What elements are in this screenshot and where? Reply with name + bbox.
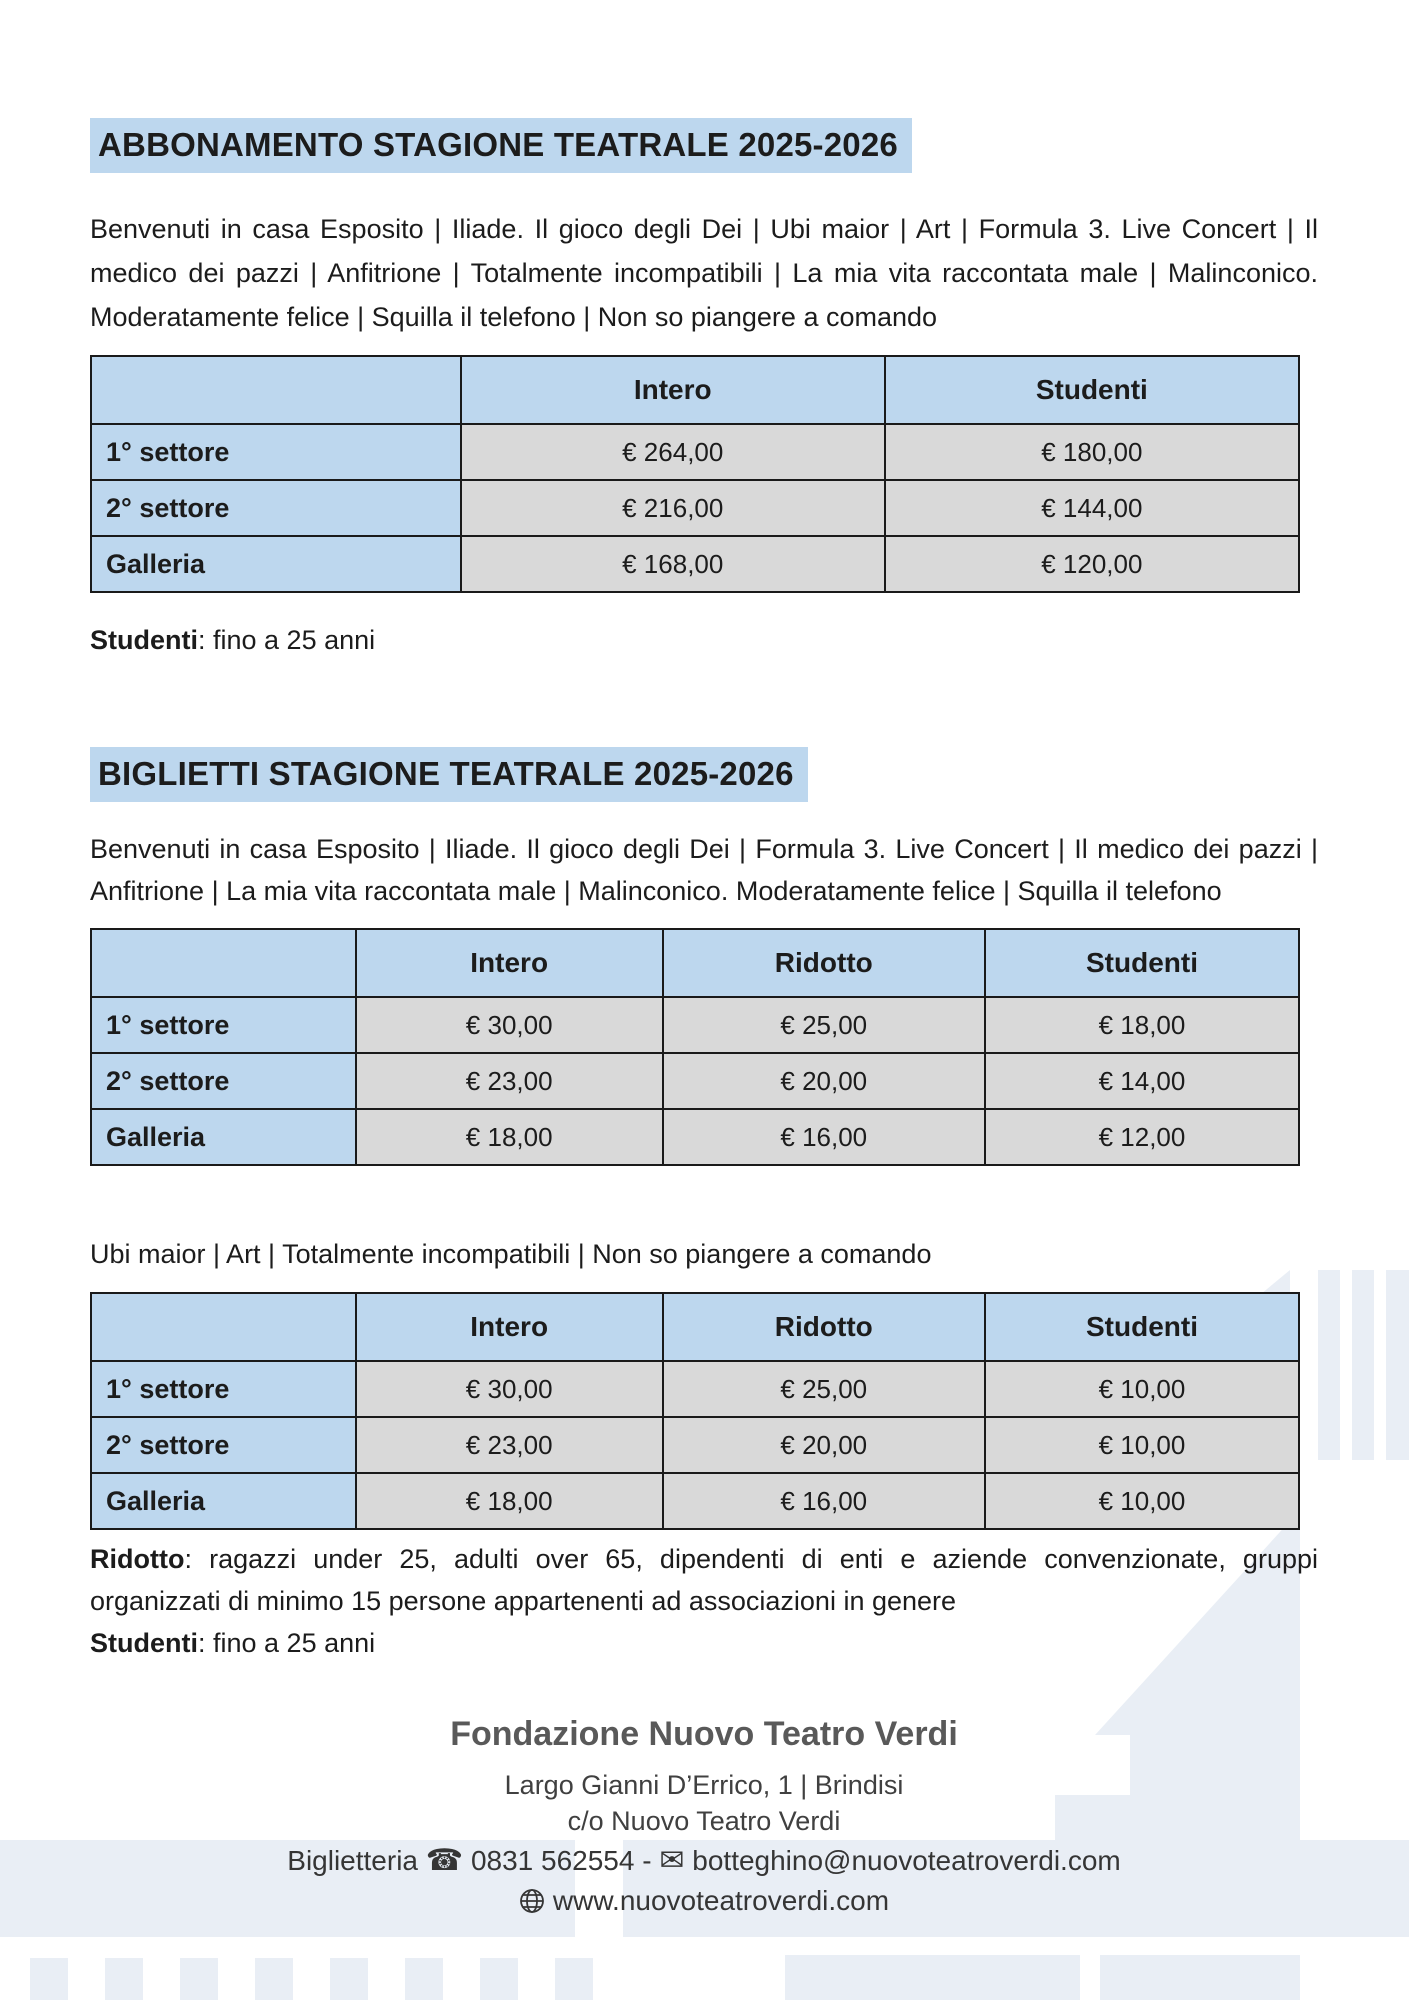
email-address: botteghino@nuovoteatroverdi.com	[692, 1845, 1121, 1876]
table-row	[91, 997, 1299, 1053]
price-cell: € 25,00	[663, 1361, 985, 1417]
row-label: 1° settore	[91, 424, 461, 480]
document-content	[90, 0, 1318, 1925]
watermark-rect	[785, 1955, 1080, 2000]
students-note	[90, 1622, 1318, 1664]
document-footer	[90, 1712, 1318, 1925]
biglietti-notes	[90, 1538, 1318, 1664]
table-row	[91, 1473, 1299, 1529]
section-title-abbonamento-text: ABBONAMENTO STAGIONE TEATRALE 2025-2026	[90, 118, 912, 173]
price-cell: € 216,00	[461, 480, 885, 536]
section-title-abbonamento	[90, 118, 1318, 173]
biglietti-price-table-group2	[90, 1292, 1300, 1530]
watermark-bar	[480, 1958, 518, 2000]
boxoffice-contact-line	[90, 1841, 1318, 1881]
row-label: 1° settore	[91, 1361, 356, 1417]
website-line	[90, 1881, 1318, 1925]
ridotto-note	[90, 1538, 1318, 1622]
abbonamento-price-table	[90, 355, 1300, 593]
column-header-intero: Intero	[356, 1293, 663, 1361]
price-cell: € 144,00	[885, 480, 1299, 536]
price-cell: € 12,00	[985, 1109, 1299, 1165]
column-header-intero: Intero	[461, 356, 885, 424]
column-header-studenti: Studenti	[985, 929, 1299, 997]
price-cell: € 30,00	[356, 1361, 663, 1417]
row-label: 2° settore	[91, 1417, 356, 1473]
table-row	[91, 1417, 1299, 1473]
price-cell: € 180,00	[885, 424, 1299, 480]
biglietti-shows-list-group2: Ubi maior | Art | Totalmente incompatibili | Non so piangere a comando	[90, 1239, 932, 1269]
price-cell: € 264,00	[461, 424, 885, 480]
price-cell: € 23,00	[356, 1053, 663, 1109]
watermark-bar	[30, 1958, 68, 2000]
globe-icon	[519, 1885, 545, 1925]
header-row	[91, 929, 1299, 997]
note-label: Ridotto	[90, 1544, 185, 1574]
watermark-bar	[330, 1958, 368, 2000]
section-title-biglietti-text: BIGLIETTI STAGIONE TEATRALE 2025-2026	[90, 747, 808, 802]
table-row	[91, 424, 1299, 480]
watermark-stripe	[1352, 1270, 1374, 1460]
biglietti-shows-list-group1: Benvenuti in casa Esposito | Iliade. Il gioco degli Dei | Formula 3. Live Concert | Il medico dei pazzi | Anfitrione | La mia vita raccontata male | Malinconico. Moderatamente felice | Squilla il telefono	[90, 834, 1318, 906]
price-cell: € 18,00	[356, 1109, 663, 1165]
organization-name: Fondazione Nuovo Teatro Verdi	[450, 1715, 958, 1753]
price-cell: € 16,00	[663, 1473, 985, 1529]
note-label: Studenti	[90, 1628, 198, 1658]
price-cell: € 10,00	[985, 1361, 1299, 1417]
table-row	[91, 1053, 1299, 1109]
telephone-icon: ☎	[425, 1843, 464, 1878]
column-header-empty	[91, 356, 461, 424]
price-cell: € 18,00	[985, 997, 1299, 1053]
watermark-stripe	[1318, 1270, 1340, 1460]
table-row	[91, 480, 1299, 536]
header-row	[91, 356, 1299, 424]
note-text: : ragazzi under 25, adulti over 65, dipendenti di enti e aziende convenzionate, gruppi organizzati di minimo 15 persone appartenenti ad associazioni in genere	[90, 1544, 1318, 1616]
watermark-bar	[555, 1958, 593, 2000]
watermark-bar	[105, 1958, 143, 2000]
column-header-ridotto: Ridotto	[663, 929, 985, 997]
column-header-studenti: Studenti	[985, 1293, 1299, 1361]
price-cell: € 10,00	[985, 1473, 1299, 1529]
price-cell: € 20,00	[663, 1417, 985, 1473]
table-row	[91, 536, 1299, 592]
price-cell: € 30,00	[356, 997, 663, 1053]
watermark-bar	[255, 1958, 293, 2000]
row-label: Galleria	[91, 1109, 356, 1165]
column-header-ridotto: Ridotto	[663, 1293, 985, 1361]
envelope-icon: ✉	[659, 1843, 685, 1878]
table-row	[91, 1361, 1299, 1417]
column-header-empty	[91, 929, 356, 997]
row-label: 2° settore	[91, 480, 461, 536]
row-label: 2° settore	[91, 1053, 356, 1109]
biglietti-price-table-group1	[90, 928, 1300, 1166]
address-line-1: Largo Gianni D’Errico, 1 | Brindisi	[504, 1770, 904, 1800]
price-cell: € 23,00	[356, 1417, 663, 1473]
table-row	[91, 1109, 1299, 1165]
row-label: 1° settore	[91, 997, 356, 1053]
abbonamento-students-note	[90, 619, 1318, 661]
website-url: www.nuovoteatroverdi.com	[552, 1885, 890, 1916]
note-text: : fino a 25 anni	[198, 625, 376, 655]
section-title-biglietti	[90, 747, 1318, 802]
address-line-2: c/o Nuovo Teatro Verdi	[567, 1806, 841, 1836]
column-header-intero: Intero	[356, 929, 663, 997]
watermark-bar	[405, 1958, 443, 2000]
price-cell: € 25,00	[663, 997, 985, 1053]
boxoffice-label: Biglietteria	[287, 1845, 418, 1876]
price-cell: € 20,00	[663, 1053, 985, 1109]
header-row	[91, 1293, 1299, 1361]
note-label: Studenti	[90, 625, 198, 655]
contact-separator: -	[642, 1845, 652, 1876]
watermark-rect	[1100, 1955, 1300, 2000]
column-header-empty	[91, 1293, 356, 1361]
column-header-studenti: Studenti	[885, 356, 1299, 424]
phone-number: 0831 562554	[470, 1845, 635, 1876]
abbonamento-shows-list: Benvenuti in casa Esposito | Iliade. Il gioco degli Dei | Ubi maior | Art | Formula 3. Live Concert | Il medico dei pazzi | Anfitrione | Totalmente incompatibili | La mia vita raccontata male | Malinconico. Moderatamente felice | Squilla il telefono | Non so piangere a comando	[90, 214, 1318, 332]
note-text: : fino a 25 anni	[198, 1628, 376, 1658]
price-cell: € 10,00	[985, 1417, 1299, 1473]
price-cell: € 14,00	[985, 1053, 1299, 1109]
row-label: Galleria	[91, 1473, 356, 1529]
price-cell: € 168,00	[461, 536, 885, 592]
price-cell: € 120,00	[885, 536, 1299, 592]
watermark-stripe	[1386, 1270, 1409, 1460]
row-label: Galleria	[91, 536, 461, 592]
price-cell: € 18,00	[356, 1473, 663, 1529]
watermark-bar	[180, 1958, 218, 2000]
price-cell: € 16,00	[663, 1109, 985, 1165]
